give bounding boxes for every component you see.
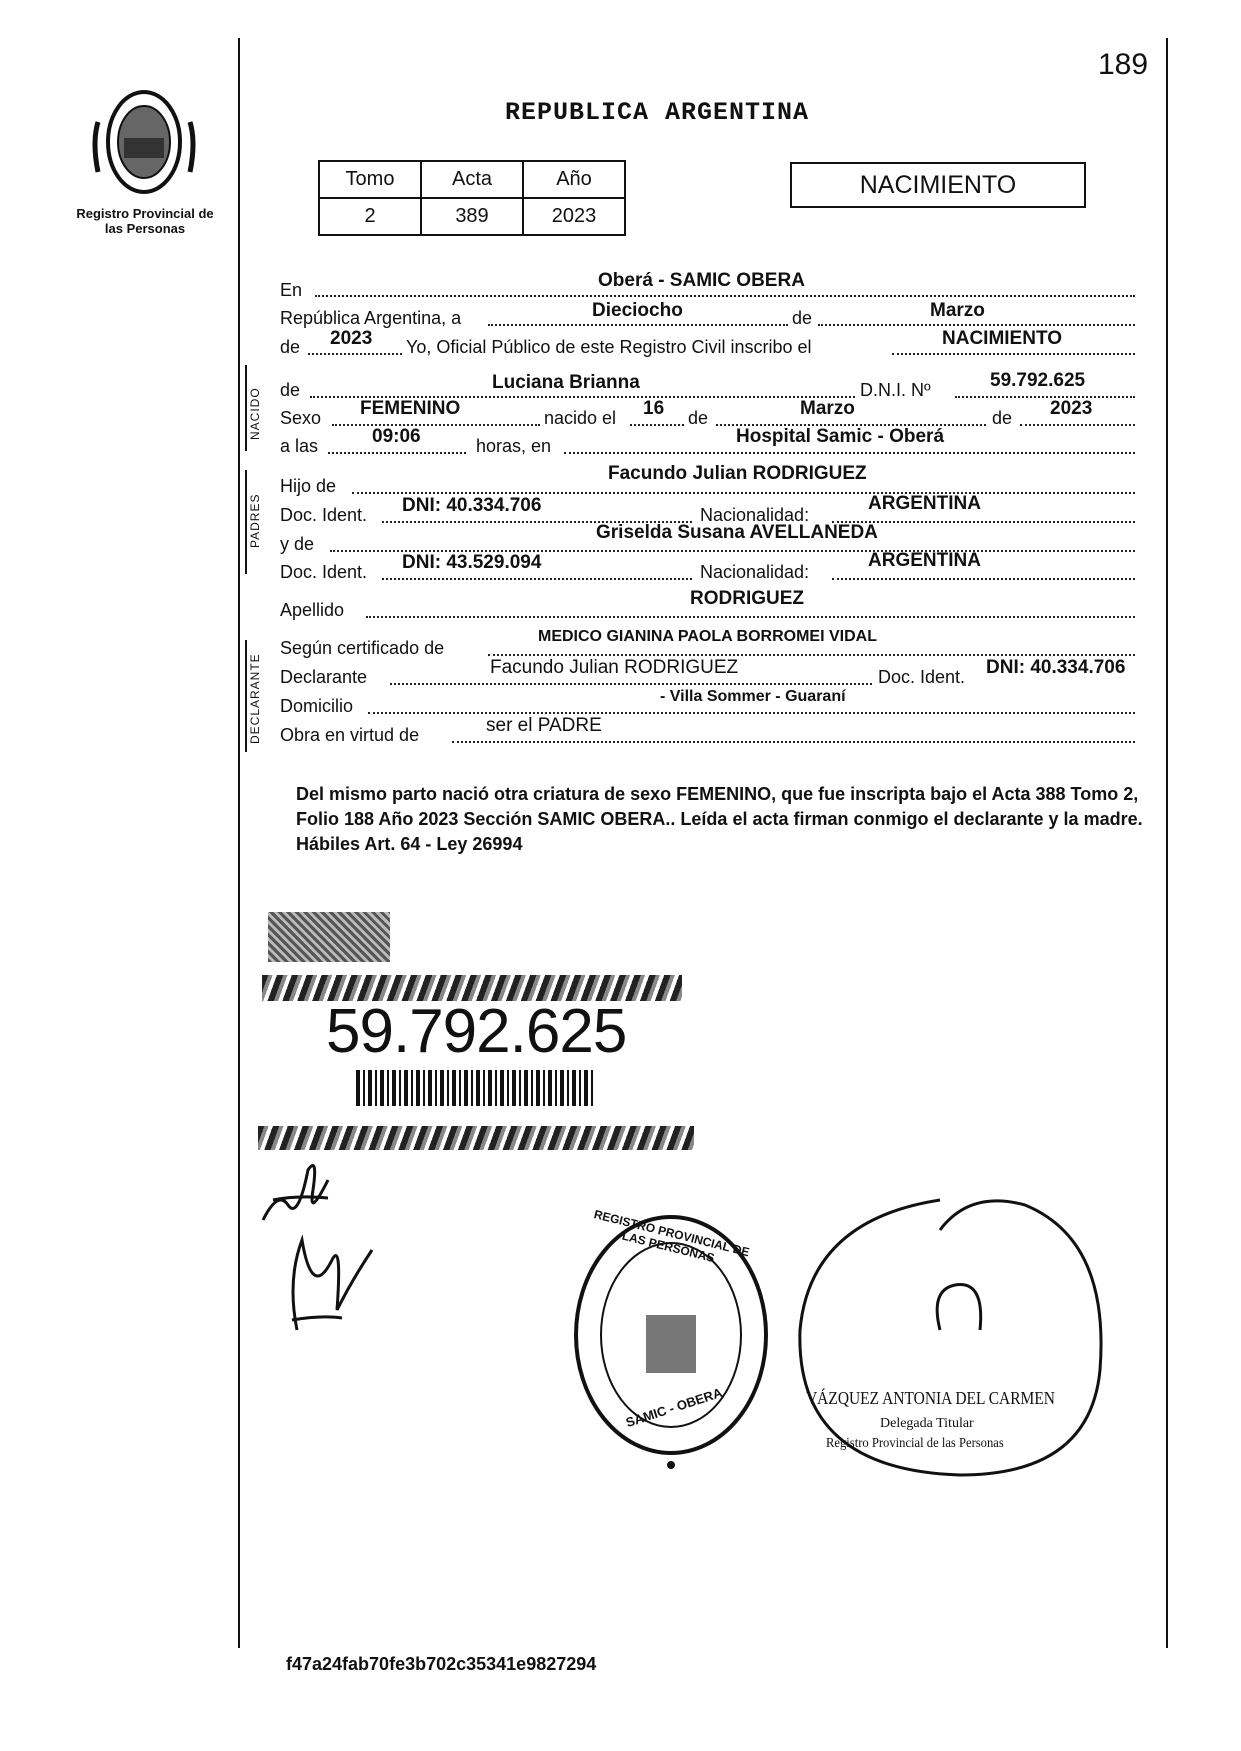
label-de: de [280, 380, 301, 400]
label-sexo: Sexo [280, 408, 322, 428]
value-lugar-nac: Hospital Samic - Oberá [736, 426, 945, 447]
value-domicilio: - Villa Sommer - Guaraní [660, 688, 846, 705]
label-obra: Obra en virtud de [280, 725, 420, 745]
table-header-anio: Año [523, 161, 625, 198]
table-header-acta: Acta [421, 161, 523, 198]
label-doc-ident: Doc. Ident. [878, 667, 966, 687]
table-value-tomo: 2 [319, 198, 421, 235]
label-apellido: Apellido [280, 600, 345, 620]
record-table [318, 160, 626, 236]
signature-declarante [258, 1150, 348, 1230]
value-anio-nac: 2023 [1050, 398, 1093, 419]
signature-official [770, 1180, 1120, 1500]
value-declarante: Facundo Julian RODRIGUEZ [490, 657, 739, 678]
official-role: Delegada Titular [880, 1416, 974, 1431]
value-lugar: Oberá - SAMIC OBERA [598, 270, 805, 291]
label-dni: D.N.I. Nº [860, 380, 931, 400]
value-apellido: RODRIGUEZ [690, 588, 804, 609]
barcode-number: 59.792.625 [326, 997, 627, 1066]
registry-name: Registro Provincial de las Personas [76, 206, 214, 236]
value-mes-nac: Marzo [800, 398, 855, 419]
document-hash: f47a24fab70fe3b702c35341e9827294 [286, 1654, 597, 1674]
left-margin-line [238, 38, 240, 1648]
table-value-anio: 2023 [523, 198, 625, 235]
value-padre-doc: DNI: 40.334.706 [402, 495, 542, 516]
value-padre-nac: ARGENTINA [868, 493, 981, 514]
label-domicilio: Domicilio [280, 696, 354, 716]
province-seal-logo [88, 82, 200, 202]
label-de: de [992, 408, 1013, 428]
stamp-ring-text: REGISTRO PROVINCIAL DE LAS PERSONAS [592, 1207, 751, 1266]
value-obra: ser el PADRE [486, 715, 602, 736]
label-oficial: Yo, Oficial Público de este Registro Civil inscribo el [406, 337, 812, 357]
label-nacido-el: nacido el [544, 408, 617, 428]
side-label-declarante: DECLARANTE [248, 653, 262, 744]
table-value-acta: 389 [421, 198, 523, 235]
value-hora: 09:06 [372, 426, 421, 447]
label-doc-ident: Doc. Ident. [280, 562, 368, 582]
value-padre: Facundo Julian RODRIGUEZ [608, 463, 867, 484]
label-de: de [688, 408, 709, 428]
table-header-tomo: Tomo [319, 161, 421, 198]
security-stamp [268, 912, 390, 962]
note-paragraph: Del mismo parto nació otra criatura de sexo FEMENINO, que fue inscripta bajo el Acta 388 Tomo 2, Folio 188 Año 2023 Sección SAMIC OBERA.. Leída el acta firman conmigo el declarante y la madre. Hábiles Art. 64 - Ley 26994 [296, 784, 1143, 854]
signature-madre [262, 1220, 402, 1340]
label-declarante: Declarante [280, 667, 368, 687]
label-horas-en: horas, en [476, 436, 552, 456]
label-nacionalidad: Nacionalidad: [700, 562, 810, 582]
record-type-box: NACIMIENTO [790, 162, 1086, 208]
side-label-padres: PADRES [248, 493, 262, 548]
barcode [356, 1070, 596, 1106]
value-declarante-doc: DNI: 40.334.706 [986, 657, 1126, 678]
label-de: de [792, 308, 813, 328]
side-label-nacido: NACIDO [248, 387, 262, 440]
document-title: REPUBLICA ARGENTINA [505, 98, 810, 127]
official-office: Registro Provincial de las Personas [826, 1436, 1004, 1451]
value-madre-doc: DNI: 43.529.094 [402, 552, 542, 573]
value-dni: 59.792.625 [990, 370, 1086, 391]
value-madre: Griselda Susana AVELLANEDA [596, 522, 878, 543]
stamp-bottom-text: SAMIC - OBERA [623, 1384, 725, 1431]
label-y-de: y de [280, 534, 315, 554]
value-anio: 2023 [330, 328, 373, 349]
label-en: En [280, 280, 303, 300]
page-number: 189 [1098, 48, 1149, 81]
label-a-las: a las [280, 436, 319, 456]
security-band [258, 1126, 694, 1150]
value-dia-nac: 16 [643, 398, 665, 419]
value-nombre: Luciana Brianna [492, 372, 640, 393]
label-doc-ident: Doc. Ident. [280, 505, 368, 525]
label-nacionalidad: Nacionalidad: [700, 505, 810, 525]
value-sexo: FEMENINO [360, 398, 461, 419]
label-republica: República Argentina, a [280, 308, 462, 328]
value-madre-nac: ARGENTINA [868, 550, 981, 571]
value-inscribo: NACIMIENTO [942, 328, 1062, 349]
label-de: de [280, 337, 301, 357]
value-mes: Marzo [930, 300, 985, 321]
label-segun: Según certificado de [280, 638, 445, 658]
value-certificado: MEDICO GIANINA PAOLA BORROMEI VIDAL [538, 628, 877, 645]
official-name: VÁZQUEZ ANTONIA DEL CARMEN [806, 1388, 1055, 1408]
label-hijo-de: Hijo de [280, 476, 337, 496]
value-dia: Dieciocho [592, 300, 683, 321]
